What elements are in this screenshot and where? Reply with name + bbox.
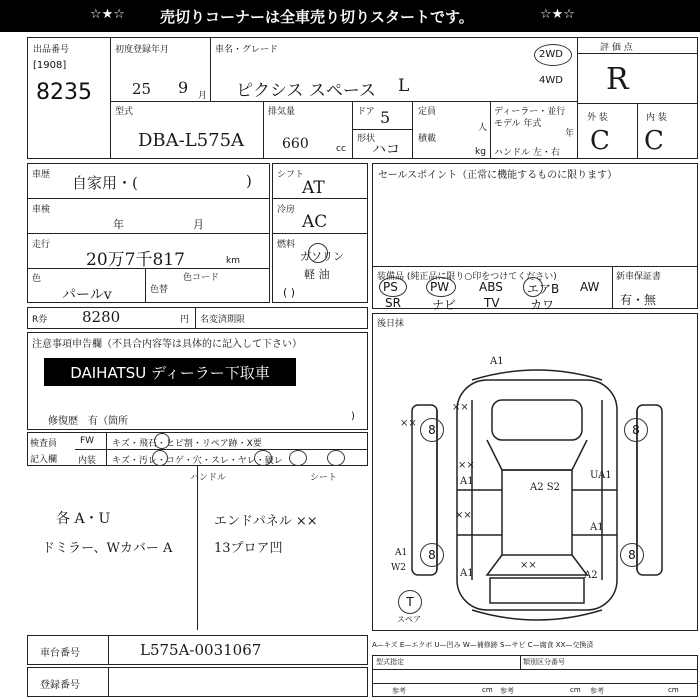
wheel-front-right: 8 bbox=[624, 418, 648, 442]
color-label: 色 bbox=[32, 274, 42, 284]
mark-trunk: ×× bbox=[520, 560, 537, 571]
chassis-value: L575A-0031067 bbox=[140, 641, 262, 659]
fuel-paren: ( ) bbox=[283, 286, 296, 299]
model-type-value: DBA-L575A bbox=[138, 130, 245, 151]
chassis-label: 車台番号 bbox=[40, 648, 80, 659]
dealer-label: ディーラー・並行 bbox=[494, 107, 566, 117]
inspector-label-2: 記入欄 bbox=[30, 455, 58, 465]
equip-pw: PW bbox=[430, 280, 450, 294]
inspector-naisou: 内装 bbox=[78, 456, 97, 466]
wheel-rear-right: 8 bbox=[620, 543, 644, 567]
inspector-row1: キズ・飛石・ヒビ割・リペア跡・X要 bbox=[112, 439, 262, 449]
mileage-unit: km bbox=[226, 256, 240, 266]
dims-unit-2: cm bbox=[570, 686, 581, 694]
shaken-year: 年 bbox=[113, 218, 124, 231]
drive-selected-circle bbox=[534, 44, 572, 66]
load-label: 積載 bbox=[418, 134, 437, 144]
mileage-value: 20万7千817 bbox=[86, 250, 185, 270]
banner-stars-left: ☆★☆ bbox=[90, 7, 125, 22]
mark-left-front-door-2: A1 bbox=[460, 476, 474, 487]
inspector-row2: キズ・汚レ・コゲ・穴・スレ・ヤレ・破レ bbox=[112, 456, 283, 466]
mark-rear-right: A2 bbox=[584, 570, 598, 581]
reg-label: 登録番号 bbox=[40, 680, 80, 691]
lot-code: [1908] bbox=[33, 60, 67, 71]
recycle-value: 8280 bbox=[82, 308, 121, 326]
mark-left-rear-quarter: A1 bbox=[460, 568, 474, 579]
inspector-fw: FW bbox=[80, 436, 95, 446]
color-code-label: 色コード bbox=[183, 273, 220, 283]
remark-left-1: 各 A・U bbox=[56, 511, 111, 527]
equip-airbag: エアB bbox=[527, 282, 560, 296]
model-name-value: ピクシス スペース bbox=[236, 81, 377, 101]
deadline-label: 名変済期限 bbox=[200, 315, 246, 325]
model-name-label: 車名・グレード bbox=[215, 45, 279, 55]
stone-circle bbox=[154, 433, 170, 449]
history-value: 自家用・( bbox=[72, 174, 138, 192]
ac-value: AC bbox=[302, 212, 328, 232]
color-change-label: 色替 bbox=[150, 285, 169, 295]
model-type-label: 型式 bbox=[115, 107, 134, 117]
ac-label: 冷房 bbox=[277, 205, 296, 215]
sub-seat: シート bbox=[310, 473, 338, 483]
dims-ref-2: 参考 bbox=[500, 687, 514, 695]
mark-w2: W2 bbox=[391, 563, 406, 573]
shift-label: シフト bbox=[277, 170, 305, 180]
fuel-diesel: 軽 油 bbox=[304, 268, 330, 281]
mark-roof: A2 S2 bbox=[530, 482, 560, 493]
recycle-unit: 円 bbox=[180, 315, 190, 325]
remark-left-2: ドミラー、Wカバー A bbox=[42, 541, 173, 556]
mileage-label: 走行 bbox=[32, 240, 51, 250]
interior-score: C bbox=[644, 126, 664, 156]
handle-label: ハンドル 左・右 bbox=[494, 148, 560, 158]
equipment-label: 装備品 (純正品に限り○印をつけてください) bbox=[377, 272, 557, 282]
doors-label: ドア bbox=[357, 107, 375, 117]
load-unit: kg bbox=[475, 147, 486, 157]
equip-ps: PS bbox=[383, 280, 398, 294]
fuel-gasoline: ガソリン bbox=[300, 250, 344, 263]
model-year-label: モデル 年式 bbox=[494, 119, 542, 129]
fuel-gasoline-circle bbox=[308, 243, 328, 263]
dims-unit-1: cm bbox=[482, 686, 493, 694]
airbag-circle bbox=[523, 277, 543, 297]
dealer-badge: DAIHATSU ディーラー下取車 bbox=[44, 358, 296, 386]
dirt-circle bbox=[152, 450, 168, 466]
first-reg-label: 初度登録年月 bbox=[115, 45, 170, 55]
equip-tv: TV bbox=[484, 296, 500, 310]
dims-label-1: 型式指定 bbox=[376, 658, 404, 666]
wheel-front-left: 8 bbox=[420, 418, 444, 442]
damage-legend: A—キズ E—エクボ U—凹み W—補修跡 S—サビ C—腐食 XX—交換済 bbox=[372, 641, 594, 649]
sub-handle: ハンドル bbox=[190, 473, 227, 483]
first-reg-month: 9 bbox=[178, 78, 189, 97]
mark-left-mirror: ×× bbox=[400, 418, 417, 429]
mark-front-bumper: A1 bbox=[490, 356, 504, 367]
equip-sr: SR bbox=[385, 296, 401, 310]
mark-right-rear-door: A1 bbox=[590, 522, 604, 533]
displacement-label: 排気量 bbox=[268, 107, 296, 117]
spare-tire: T bbox=[398, 590, 422, 614]
rear-seat-label: 後日抹 bbox=[377, 319, 405, 329]
shape-value: ハコ bbox=[372, 142, 400, 158]
model-year-unit: 年 bbox=[565, 129, 575, 139]
rear-bumper bbox=[472, 610, 602, 620]
exterior-score: C bbox=[590, 126, 610, 156]
repair-history: 修復歴 有（箇所 bbox=[48, 416, 128, 427]
mark-left-rear-door-1: ×× bbox=[455, 510, 472, 521]
remark-right-2: 13プロア凹 bbox=[214, 541, 283, 556]
equip-aw: AW bbox=[580, 280, 600, 294]
rip-circle bbox=[327, 450, 345, 466]
first-reg-year: 25 bbox=[132, 80, 152, 98]
wear-circle bbox=[254, 450, 272, 466]
tear-circle bbox=[289, 450, 307, 466]
equip-navi: ナビ bbox=[432, 298, 457, 312]
drive-4wd: 4WD bbox=[539, 75, 563, 86]
mark-left-front-door-1: ×× bbox=[458, 460, 475, 471]
first-reg-month-unit: 月 bbox=[198, 91, 208, 101]
hood-outline bbox=[492, 400, 582, 440]
trunk-outline bbox=[490, 578, 584, 603]
displacement-unit: cc bbox=[336, 144, 346, 154]
history-close: ) bbox=[246, 172, 252, 190]
ps-circle bbox=[379, 277, 407, 297]
score-label: 評 価 点 bbox=[600, 43, 633, 53]
doors-value: 5 bbox=[380, 108, 391, 127]
capacity-unit: 人 bbox=[478, 123, 488, 133]
banner-text: 売切りコーナーは全車売り切りスタートです。 bbox=[160, 8, 474, 26]
dims-ref-1: 参考 bbox=[392, 687, 406, 695]
rear-window bbox=[487, 555, 587, 575]
shaken-label: 車検 bbox=[32, 205, 51, 215]
exterior-label: 外 装 bbox=[587, 113, 608, 123]
score-value: R bbox=[606, 62, 629, 97]
pw-circle bbox=[426, 277, 456, 297]
color-value: パールv bbox=[62, 287, 112, 303]
interior-label: 内 装 bbox=[646, 113, 667, 123]
dims-ref-3: 参考 bbox=[590, 687, 604, 695]
windshield bbox=[487, 440, 587, 470]
remark-right-1: エンドパネル ×× bbox=[214, 514, 318, 529]
capacity-label: 定員 bbox=[418, 107, 437, 117]
model-grade: L bbox=[398, 76, 410, 96]
equip-leather: カワ bbox=[530, 298, 555, 312]
recycle-label: R券 bbox=[32, 315, 48, 325]
top-banner bbox=[0, 0, 700, 32]
warranty-value: 有・無 bbox=[620, 293, 657, 307]
notes-label: 注意事項申告欄（不具合内容等は具体的に記入して下さい） bbox=[32, 339, 302, 350]
wheel-rear-left: 8 bbox=[420, 543, 444, 567]
dims-label-2: 類別区分番号 bbox=[523, 658, 565, 666]
banner-stars-right: ☆★☆ bbox=[540, 7, 575, 22]
lot-number: 8235 bbox=[36, 80, 92, 105]
shape-label: 形状 bbox=[357, 134, 376, 144]
mark-left-rear: A1 bbox=[395, 548, 408, 558]
mark-right-front-door: UA1 bbox=[590, 470, 612, 481]
inspector-label: 検査員 bbox=[30, 439, 58, 449]
shaken-month: 月 bbox=[193, 218, 204, 231]
sales-label: セールスポイント（正常に機能するものに限ります） bbox=[378, 170, 618, 181]
recycle-row bbox=[27, 307, 368, 329]
shift-value: AT bbox=[302, 178, 325, 198]
displacement-value: 660 bbox=[282, 136, 309, 152]
drive-2wd: 2WD bbox=[539, 49, 563, 60]
front-bumper bbox=[472, 370, 602, 380]
mark-front-left-fender: ×× bbox=[452, 402, 469, 413]
warranty-label: 新車保証書 bbox=[616, 272, 662, 282]
dims-unit-3: cm bbox=[668, 686, 679, 694]
equip-abs: ABS bbox=[479, 280, 503, 294]
history-label: 車歴 bbox=[32, 170, 51, 180]
lot-label: 出品番号 bbox=[33, 45, 70, 55]
spare-label: スペア bbox=[397, 615, 421, 624]
fuel-label: 燃料 bbox=[277, 240, 296, 250]
